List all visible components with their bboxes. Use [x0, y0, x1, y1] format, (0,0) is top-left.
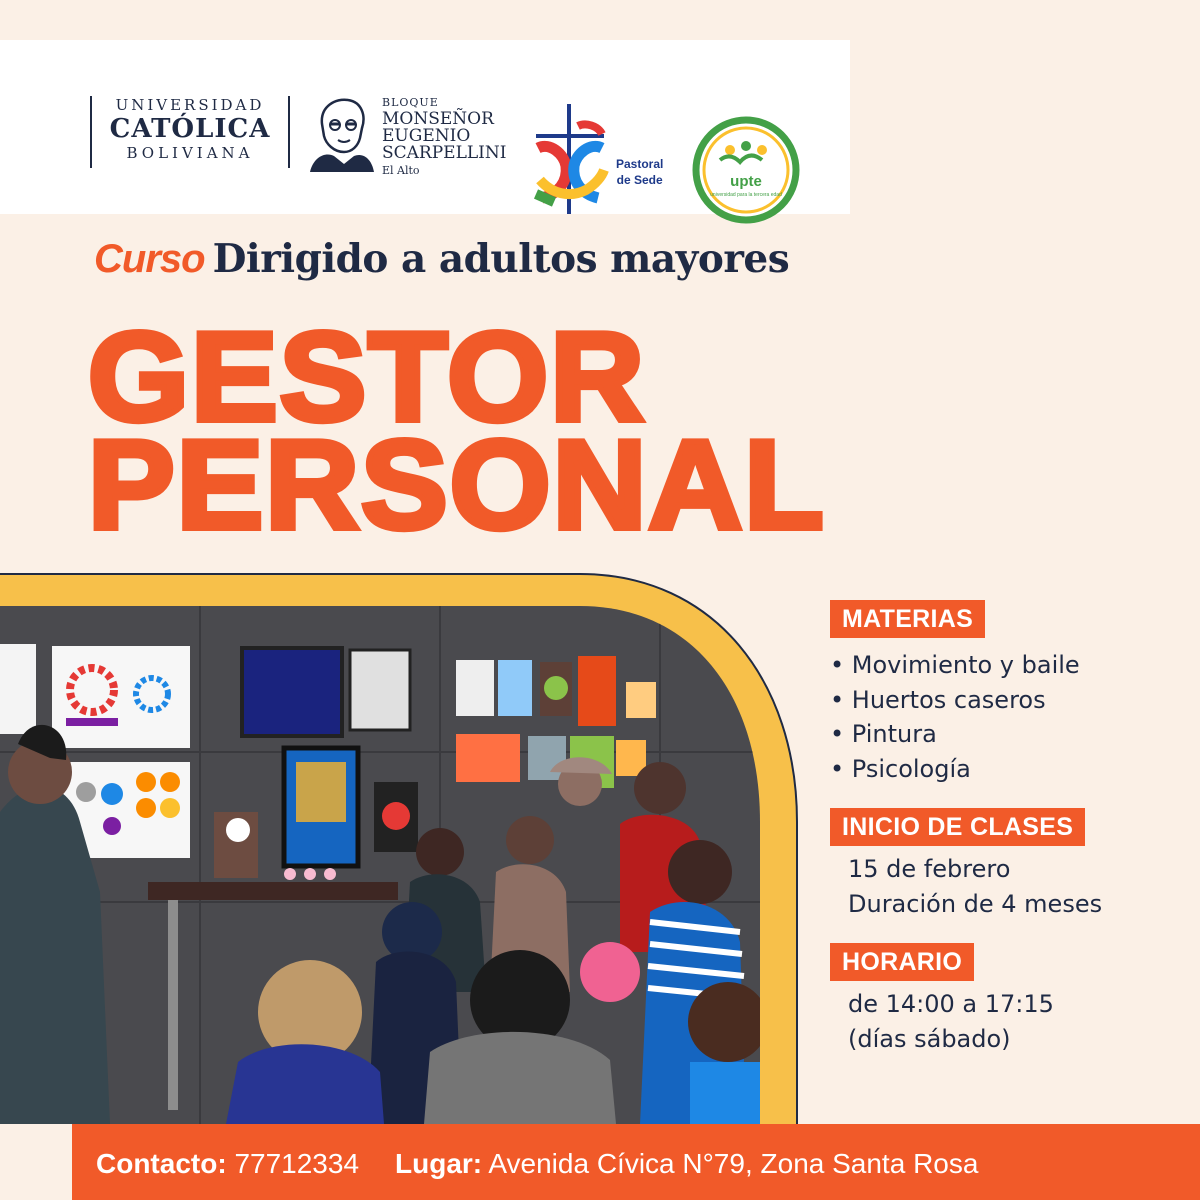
- pastoral-text: Pastoral de Sede: [616, 157, 664, 187]
- bloque-line5: El Alto: [382, 164, 420, 177]
- contact-phone: 77712334: [234, 1148, 360, 1179]
- logo-bar: [0, 40, 850, 214]
- upte-name: upte: [730, 173, 762, 190]
- bloque-scarpellini-logo: [308, 94, 518, 177]
- list-item: • Pintura: [830, 720, 937, 748]
- horario-tag: HORARIO: [830, 943, 974, 981]
- list-item: • Psicología: [830, 754, 971, 783]
- curso-label: Curso: [94, 237, 205, 281]
- list-item: • Movimiento y baile: [830, 651, 1080, 679]
- audience-label: Dirigido a adultos mayores: [212, 236, 790, 282]
- materias-list: [830, 648, 1190, 786]
- inicio-details: [848, 852, 1190, 921]
- bloque-line1: BLOQUE: [382, 96, 439, 109]
- portrait-icon: [308, 94, 374, 172]
- location-address: Avenida Cívica N°79, Zona Santa Rosa: [488, 1148, 979, 1179]
- inicio-date: 15 de febrero: [848, 855, 1011, 883]
- ucb-line2: CATÓLICA: [109, 114, 271, 144]
- bloque-line2: MONSEÑOR: [382, 109, 494, 129]
- ucb-line3: BOLIVIANA: [126, 144, 254, 162]
- inicio-duration: Duración de 4 meses: [848, 889, 1103, 918]
- list-item: • Huertos caseros: [830, 685, 1046, 714]
- horario-details: [848, 987, 1190, 1056]
- location-label: Lugar:: [395, 1148, 483, 1179]
- horario-days: (días sábado): [848, 1024, 1011, 1053]
- horario-time: de 14:00 a 17:15: [848, 990, 1054, 1018]
- pastoral-cross-icon: [530, 102, 610, 217]
- contact-label: Contacto:: [96, 1148, 227, 1179]
- footer-bar: [72, 1124, 1200, 1200]
- inicio-tag: INICIO DE CLASES: [830, 808, 1085, 846]
- bloque-line3: EUGENIO: [382, 126, 471, 146]
- materias-tag: MATERIAS: [830, 600, 985, 638]
- ucb-line1: UNIVERSIDAD: [115, 96, 265, 114]
- upte-logo: [690, 116, 802, 224]
- bloque-line4: SCARPELLINI: [382, 143, 507, 163]
- subtitle: [94, 236, 789, 282]
- info-panel: [830, 600, 1190, 1056]
- upte-tagline: universidad para la tercera edad: [710, 192, 782, 198]
- ucb-logo: [90, 96, 290, 168]
- title-line1: GESTOR: [88, 306, 647, 447]
- title-line2: PERSONAL: [88, 414, 826, 555]
